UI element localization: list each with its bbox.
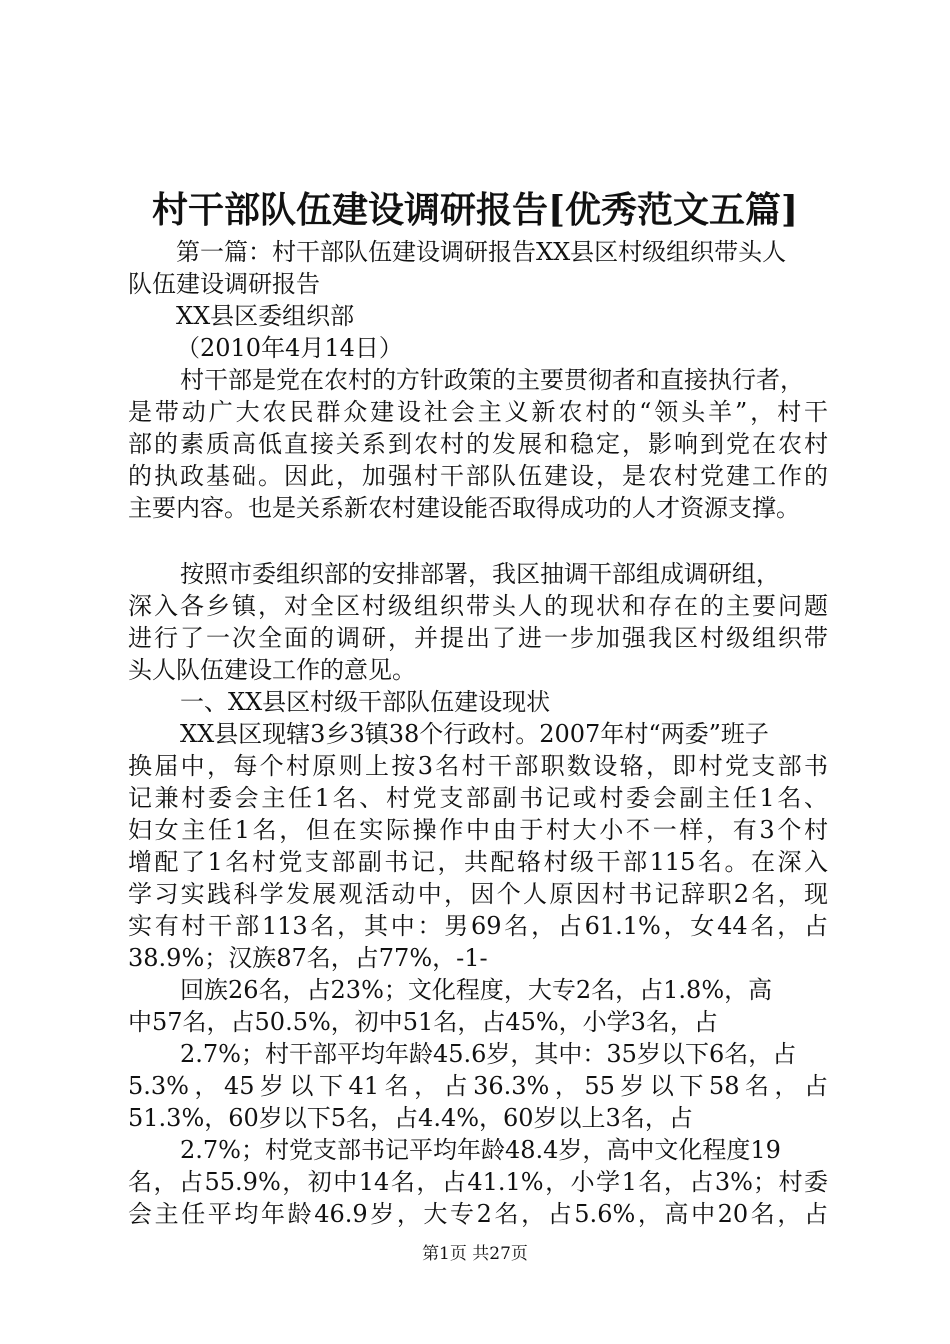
text-line: 2.7%；村党支部书记平均年龄48.4岁，高中文化程度19 [180, 1136, 781, 1164]
text-line: 38.9%；汉族87名，占77%，-1- [128, 944, 488, 972]
text-line: 第一篇：村干部队伍建设调研报告XX县区村级组织带头人 [176, 238, 787, 266]
text-line: 会主任平均年龄46.9岁，大专2名，占5.6%，高中20名，占 [128, 1200, 828, 1228]
text-line: 记兼村委会主任1名、村党支部副书记或村委会副主任1名、 [128, 784, 828, 812]
section-heading: 一、XX县区村级干部队伍建设现状 [180, 688, 551, 716]
text-line: XX县区现辖3乡3镇38个行政村。2007年村“两委”班子 [180, 720, 769, 748]
text-line: 学习实践科学发展观活动中，因个人原因村书记辞职2名，现 [128, 880, 828, 908]
paragraph-gap [128, 524, 828, 558]
text-line: 村干部是党在农村的方针政策的主要贯彻者和直接执行者， [180, 366, 804, 394]
text-line: 队伍建设调研报告 [128, 270, 320, 298]
text-line: 实有村干部113名，其中：男69名，占61.1%，女44名，占 [128, 912, 828, 940]
text-line: 名，占55.9%，初中14名，占41.1%，小学1名，占3%；村委 [128, 1168, 828, 1196]
text-line: 换届中，每个村原则上按3名村干部职数设辂，即村党支部书 [128, 752, 828, 780]
text-line: 回族26名，占23%；文化程度，大专2名，占1.8%，高 [180, 976, 773, 1004]
text-line: 深入各乡镇，对全区村级组织带头人的现状和存在的主要问题 [128, 592, 828, 620]
text-line: 妇女主任1名，但在实际操作中由于村大小不一样，有3个村 [128, 816, 828, 844]
text-line: 是带动广大农民群众建设社会主义新农村的“领头羊”，村干 [128, 398, 828, 426]
text-line: （2010年4月14日） [176, 334, 403, 362]
text-line: 头人队伍建设工作的意见。 [128, 656, 416, 684]
document-title: 村干部队伍建设调研报告[优秀范文五篇] [151, 189, 799, 231]
page-number-footer: 第1页 共27页 [422, 1244, 528, 1264]
document-body [128, 236, 828, 1230]
text-line: 2.7%；村干部平均年龄45.6岁，其中：35岁以下6名，占 [180, 1040, 797, 1068]
text-line: 的执政基础。因此，加强村干部队伍建设，是农村党建工作的 [128, 462, 828, 490]
text-line: 按照市委组织部的安排部署，我区抽调干部组成调研组， [180, 560, 780, 588]
text-line: 进行了一次全面的调研，并提出了进一步加强我区村级组织带 [128, 624, 828, 652]
text-line: 中57名，占50.5%，初中51名，占45%，小学3名，占 [128, 1008, 718, 1036]
text-line: 主要内容。也是关系新农村建设能否取得成功的人才资源支撑。 [128, 494, 800, 522]
text-line: XX县区委组织部 [176, 302, 355, 330]
text-line: 5.3%，45岁以下41名，占36.3%，55岁以下58名，占 [128, 1072, 828, 1100]
text-line: 部的素质高低直接关系到农村的发展和稳定，影响到党在农村 [128, 430, 828, 458]
text-line: 51.3%，60岁以下5名，占4.4%，60岁以上3名，占 [128, 1104, 693, 1132]
text-line: 增配了1名村党支部副书记，共配辂村级干部115名。在深入 [128, 848, 828, 876]
